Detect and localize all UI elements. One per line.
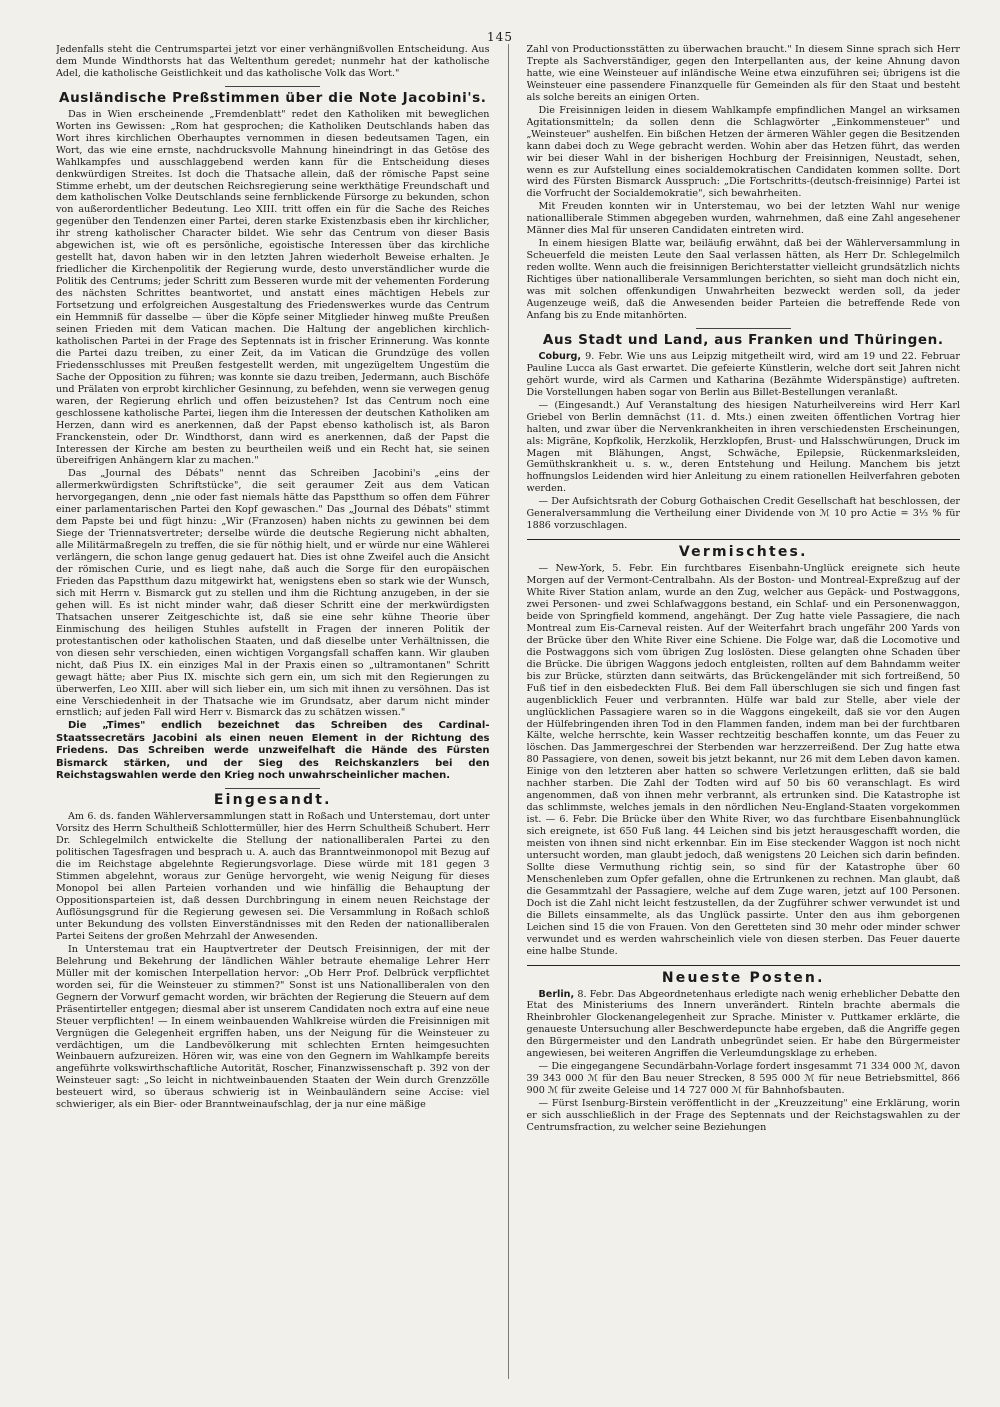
heading-vermischtes: Vermischtes. — [678, 544, 808, 561]
news-isenburg: — Fürst Isenburg-Birstein veröffentlicht in der „Kreuzzeitung" eine Erklärung, worin er sich ausschließlich in der Frage des Septennats und der Reichstagswahlen zu der Centrumsfraction, zu welcher seine Beziehungen — [526, 1098, 960, 1134]
continuation-paragraph-4: In einem hiesigen Blatte war, beiläufig erwähnt, daß bei der Wählerversammlung in Scheuerfeld die meisten Leute den Saal verlassen hätten, als Herr Dr. Schlegelmilch reden wollte. Wenn auch die freisinnigen Berichterstatter vielleicht grundsätzlich nichts Richtiges über nationalliberale Versammlungen berichten, so sieht man doch nicht ein, was mit solchen offenkundigen Unwahrheiten bezweckt werden soll, da jeder Augenzeuge weiß, daß die Anwesenden beider Parteien die betreffende Rede von Anfang bis zu Ende mitanhörten. — [526, 238, 960, 321]
dateline-coburg: Coburg, — [538, 350, 582, 362]
eingesandt-paragraph-2: In Unterstemau trat ein Hauptvertreter der Deutsch Freisinnigen, der mit der Belehrung und Bekehrung der ländlichen Wähler betraute ehemalige Lehrer Herr Müller mit der komischen Interpellation hervor: „Ob Herr Prof. Delbrück verpflichtet worden sei, für die Weinsteuer zu stimmen?" Sonst ist uns Nationalliberalen von den Gegnern der Vorwurf gemacht worden, wir brächten der Regierung die Steuern auf dem Präsentirteller entgegen; diesmal aber ist unserem Candidaten noch extra auf eine neue Steuer verpflichten! — In einem weinbauenden Wahlkreise würden die Freisinnigen mit Vergnügen die Gelegenheit ergriffen haben, uns der Neigung für die Weinsteuer zu verdächtigen, um die Landbevölkerung mit schlechten Ernten heimgesuchten Weinbauern aufzureizen. Hören wir, was eine von den Gegnern im Wahlkampfe bereits angeführte volkswirthschaftliche Autorität, Roscher, Finanzwissenschaft p. 392 von der Weinsteuer sagt: „So leicht in nichtweinbauenden Staaten der Wein durch Grenzzölle besteuert wird, so überaus schwierig ist in Weinbauländern seine Accise: viel schwieriger, als ein Bier- oder Branntweinaufschlag, der ja nur eine mäßige — [56, 943, 490, 1111]
press-paragraph-debats: Das „Journal des Débats" nennt das Schreiben Jacobini's „eins der allermerkwürdigsten Schriftstücke", die seit geraumer Zeit aus dem Vatican hervorgegangen, denn „nie oder fast niemals hätte das Papstthum so offen dem Führer einer parlamentarischen Partei den Kopf gewaschen." Das „Journal des Débats" stimmt dem Papste bei und fügt hinzu: „Wir (Franzosen) haben nichts zu gewinnen bei dem Siege der Triennatsvertreter; derselbe würde die deutsche Regierung nicht abhalten, alle Militärmaßregeln zu treffen, die sie für nöthig hielt, und er würde nur eine Wählerei verlängern, die schon lange genug gedauert hat. Dies ist ohne Zweifel auch die Ansicht der römischen Curie, und es liegt nahe, daß auch die Sorge für den europäischen Frieden das Papstthum dazu mitgewirkt hat, wenigstens eben so stark wie der Wunsch, sich mit Herrn v. Bismarck gut zu stellen und ihm die Richtung anzugeben, in der sie gehen will. Es ist nicht minder wahr, daß dieser Schritt eine der merkwürdigsten Thatsachen unserer Zeitgeschichte ist, daß sie eine sehr kühne Theorie über Einmischung des heiligen Stuhles aufstellt in Fragen der inneren Politik der protestantischen oder katholischen Staaten, und daß dieselbe unter Verhältnissen, die von diesen sehr verschieden, einen wichtigen Vorgangsfall schaffen kann. Wir glauben nicht, daß Pius IX. ein einziges Mal in der Praxis einen so „ultramontanen" Schritt gewagt hätte; aber Pius IX. mischte sich gern ein, um sich mit den Regierungen zu überwerfen, Leo XIII. aber will sich lieber ein, um sich mit ihnen zu versöhnen. Das ist eine Verschiedenheit in der Thatsache wie im Grundsatz, aber darum nicht minder ernstlich; auf jeden Fall wird Herr v. Bismarck das zu schätzen wissen." — [56, 468, 490, 719]
news-credit-gesellschaft: — Der Aufsichtsrath der Coburg Gothaischen Credit Gesellschaft hat beschlossen, der Generalversammlung die Vertheilung einer Dividende von ℳ 10 pro Actie = 3⅓ % für 1886 vorzuschlagen. — [526, 496, 960, 532]
heading-press-opinions: Ausländische Preßstimmen über die Note Jacobini's. — [59, 89, 487, 106]
news-coburg-text: 9. Febr. Wie uns aus Leipzig mitgetheilt wird, wird am 19 und 22. Februar Pauline Lucca als Gast erwartet. Die gefeierte Künstlerin, welche dort seit Jahren nicht gehört wurde, wird als Carmen und Katharina (Bezähmte Widerspänstige) auftreten. Die Vorstellungen haben sogar von Berlin aus Billet-Bestellungen veranlaßt. — [526, 350, 960, 398]
divider — [225, 86, 320, 87]
column-rule — [508, 44, 509, 1379]
divider — [696, 328, 791, 329]
news-newyork-accident: — New-York, 5. Febr. Ein furchtbares Eisenbahn-Unglück ereignete sich heute Morgen auf der Vermont-Centralbahn. Als der Boston- und Montreal-Expreßzug auf der White River Station anlam, wurde an den Zug, welcher aus Gepäck- und Postwaggons, zwei Personen- und zwei Schlafwaggons bestand, ein Schlaf- und ein Personenwaggon, beide von Springfield kommend, angehängt. Der Zug hatte viele Passagiere, die nach Montreal zum Eis-Carneval reisten. Auf der Weiterfahrt brach ungefähr 200 Yards von der Brücke über den White River eine Schiene. Die Folge war, daß die Locomotive und die Postwaggons sich vom übrigen Zug loslösten. Diese gelangten ohne Schaden über die Brücke. Die übrigen Waggons jedoch entgleisten, rollten auf dem Bahndamm weiter bis zur Brücke, stürzten dann seitwärts, das Brückengeländer mit sich fortreißend, 50 Fuß tief in den eisbedeckten Fluß. Bei dem Fall überschlugen sie sich und fingen fast augenblicklich Feuer und verbrannten. Hülfe war bald zur Stelle, aber viele der unglücklichen Passagiere waren so in die Waggons eingekeilt, daß sie vor den Augen der Hülfebringenden ihren Tod in den Flammen fanden, indem man bei der furchtbaren Kälte, welche herrschte, kein Wasser rechtzeitig beschaffen konnte, um das Feuer zu löschen. Das Jammergeschrei der Sterbenden war herzzerreißend. Der Zug hatte etwa 80 Passagiere, von denen, soweit bis jetzt bekannt, nur 26 mit dem Leben davon kamen. Einige von den letzteren aber hatten so schwere Verletzungen erlitten, daß sie bald nachher starben. Die Zahl der Todten wird auf 50 bis 60 veranschlagt. Es wird angenommen, daß von ihnen mehr verbrannt, als ertrunken sind. Die Katastrophe ist das schlimmste, welches jemals in den nördlichen Neu-England-Staaten vorgekommen ist. — 6. Febr. Die Brücke über den White River, wo das furchtbare Eisenbahnunglück sich ereignete, ist 650 Fuß lang. 44 Leichen sind bis jetzt herausgeschafft worden, die meisten von ihnen sind nicht erkennbar. Ein im Eise steckender Waggon ist noch nicht untersucht worden, man glaubt jedoch, daß wenigstens 20 Leichen sich darin befinden. Sollte diese Vermuthung richtig sein, so sind für der Katastrophe über 60 Menschenleben zum Opfer gefallen, ohne die Ertrunkenen zu rechnen. Man glaubt, daß die Gesammtzahl der Passagiere, welche auf dem Zuge waren, jetzt auf 100 Personen. Doch ist die Zahl nicht leicht festzustellen, da der Zugführer schwer verwundet ist und die Billets einsammelte, als das Unglück passirte. Unter den aus ihm geborgenen Leichen sind 15 die von Frauen. Von den Geretteten sind 30 mehr oder minder schwer verwundet und es werden wahrscheinlich viele von diesen sterben. Das Feuer dauerte eine halbe Stunde. — [526, 563, 960, 957]
eingesandt-paragraph-1: Am 6. ds. fanden Wählerversammlungen statt in Roßach und Unterstemau, dort unter Vorsitz des Herrn Schultheiß Schlottermüller, hier des Herrn Schultheiß Schubert. Herr Dr. Schlegelmilch entwickelte die Stellung der nationalliberalen Partei zu den politischen Tagesfragen und besprach u. A. auch das Branntweinmonopol mit Bezug auf die im Reichstage abgelehnte Regierungsvorlage. Diese würde mit 181 gegen 3 Stimmen abgelehnt, woraus zur Genüge hervorgeht, wie wenig Neigung für dieses Monopol bei allen Parteien vorhanden und wie hinfällig die Behauptung der Oppositionsparteien ist, daß dessen Durchbringung in einem neuen Reichstage der Auflösungsgrund für die Regierung gewesen sei. Die Versammlung in Roßach schloß unter Bekundung des vollsten Einverständnisses mit den Reden der nationalliberalen Partei Seitens der großen Mehrzahl der Anwesenden. — [56, 811, 490, 942]
news-naturheilverein: — (Eingesandt.) Auf Veranstaltung des hiesigen Naturheilvereins wird Herr Karl Griebel von Berlin demnächst (11. d. Mts.) einen zweiten öffentlichen Vortrag hier halten, und zwar über die Nervenkrankheiten in ihren verschiedensten Erscheinungen, als: Migräne, Kopfkolik, Herzkolik, Herzklopfen, Brust- und Halsschwürungen, Druck im Magen mit Blähungen, Angst, Schwäche, Epilepsie, Rückenmarksleiden, Gemüthskrankheit u. s. w., deren Entstehung und Heilung. Manchem bis jetzt hoffnungslos Leidenden wird hier Anleitung zu einem rationellen Heilverfahren geboten werden. — [526, 399, 960, 495]
heading-stadt-und-land: Aus Stadt und Land, aus Franken und Thüringen. — [542, 331, 944, 348]
continuation-paragraph-3: Mit Freuden konnten wir in Unterstemau, wo bei der letzten Wahl nur wenige nationalliberale Stimmen abgegeben wurden, wahrnehmen, daß eine Zahl angesehener Männer dies Mal für unseren Candidaten eintreten wird. — [526, 201, 960, 237]
heading-eingesandt: Eingesandt. — [213, 792, 332, 809]
intro-paragraph: Jedenfalls steht die Centrumspartei jetzt vor einer verhängnißvollen Entscheidung. Aus dem Munde Windthorsts hat das Weltenthum geredet; nunmehr hat der katholische Adel, die katholische Geistlichkeit und das katholische Volk das Wort." — [56, 44, 490, 79]
news-coburg — [527, 351, 961, 399]
heading-neueste-posten: Neueste Posten. — [661, 969, 825, 986]
news-berlin — [527, 989, 961, 1061]
divider — [225, 788, 320, 789]
column-container — [56, 44, 960, 1379]
news-secundaerbahn: — Die eingegangene Secundärbahn-Vorlage fordert insgesammt 71 334 000 ℳ, davon 39 343 000 ℳ für den Bau neuer Strecken, 8 595 000 ℳ für neue Betriebsmittel, 866 900 ℳ für zweite Geleise und 14 727 000 ℳ für Bahnhofsbauten. — [526, 1061, 960, 1097]
dateline-berlin: Berlin, — [538, 988, 575, 1000]
divider — [527, 965, 961, 966]
right-column — [527, 44, 961, 1379]
news-berlin-text: 8. Febr. Das Abgeordnetenhaus erledigte nach wenig erheblicher Debatte den Etat des Ministeriums des Innern unverändert. Rinteln brachte abermals die Rheinbrohler Glockenangelegenheit zur Sprache. Minister v. Puttkamer erklärte, die genaueste Untersuchung aller Beschwerdepuncte habe ergeben, daß die Angriffe gegen den Bürgermeister und den Landrath unbegründet seien. Er habe den Bürgermeister angewiesen, bei weiteren Angriffen die Verleumdungsklage zu erheben. — [526, 988, 960, 1060]
left-column — [56, 44, 490, 1379]
continuation-paragraph-2: Die Freisinnigen leiden in diesem Wahlkampfe empfindlichen Mangel an wirksamen Agitationsmitteln; da sollen denn die Schlagwörter „Einkommensteuer" und „Weinsteuer" aushelfen. Ein bißchen Hetzen der ärmeren Wähler gegen die Besitzenden kann dabei doch zu Wege gebracht werden. Wohin aber das Hetzen führt, das werden wir bei dieser Wahl in der bisherigen Hochburg der Freisinnigen, Neustadt, sehen, wenn es zur Aufstellung eines socialdemokratischen Candidaten kommen sollte. Dort wird des Fürsten Bismarck Ausspruch: „Die Fortschritts-(deutsch-freisinnige) Partei ist die Vorfrucht der Socialdemokratie", sich bewahrheiten. — [526, 104, 960, 200]
times-statement: Die „Times" endlich bezeichnet das Schreiben des Cardinal-Staatssecretärs Jacobini als einen neuen Element in der Richtung des Friedens. Das Schreiben werde unzweifelhaft die Hände des Fürsten Bismarck stärken, und der Sieg des Reichskanzlers bei den Reichstagswahlen werde den Krieg noch unwahrscheinlicher machen. — [56, 720, 490, 782]
page-number: 145 — [487, 30, 513, 44]
divider — [527, 539, 961, 540]
press-paragraph-fremdenblatt: Das in Wien erscheinende „Fremdenblatt" redet den Katholiken mit beweglichen Worten ins Gewissen: „Rom hat gesprochen; die Katholiken Deutschlands haben das Wort ihres kirchlichen Oberhauptes vernommen in diesen bedeutsamen Tagen, ein Wort, das wie eine ernste, nachdrucksvolle Mahnung hineindringt in das Getöse des Wahlkampfes und ausschlaggebend werden kann für die Entscheidung dieses denkwürdigen Streites. Ist doch die Thatsache allein, daß der römische Papst seine Stimme erhebt, um der deutschen Reichsregierung seine werkthätige Freundschaft und dem katholischen Volke Deutschlands seine fernblickende Fürsorge zu bekunden, schon von außerordentlicher Bedeutung. Leo XIII. tritt offen ein für die Sache des Reiches gegenüber den Tendenzen einer Partei, deren starke Existenzbasis eben ihr kirchlicher, ihr streng katholischer Character bildet. Wie sehr das Centrum von dieser Basis abgewichen ist, wie oft es persönliche, egoistische Interessen über das kirchliche gestellt hat, davon haben wir in den letzten Jahren wiederholt Beweise erhalten. Je friedlicher die Kirchenpolitik der Regierung wurde, desto unverständlicher wurde die Politik des Centrums; jeder Schritt zum Besseren wurde mit der vehementen Forderung des nächsten Schrittes beantwortet, und anstatt eines mächtigen Hebels zur Fortsetzung und erfolgreichen Ausgestaltung des Friedenswerkes wurde das Centrum ein Hemmniß für dasselbe — über die Köpfe seiner Mitglieder hinweg mußte Preußen seinen Frieden mit dem Vatican machen. Die Haltung der angeblichen kirchlich-katholischen Partei in der Frage des Septennats ist in frischer Erinnerung. Was konnte die Partei dazu treiben, zu einer Zeit, da im Vatican die Grundzüge des vollen Friedensschlusses mit Preußen festgestellt werden, mit ungezügeltem Ungestüm die Sache der Opposition zu führen; was konnte sie dazu treiben, Jedermann, auch Bischöfe und Prälaten von erprobt kirchlicher Gesinnung, zu befehden, wenn sie verwegen genug waren, der Regierung ehrlich und offen beizustehen? Ist das Centrum noch eine geschlossene katholische Partei, liegen ihm die Interessen der deutschen Katholiken am Herzen, dann wird es anerkennen, daß der Papst ebenso katholisch ist, als Baron Franckenstein, oder Dr. Windthorst, dann wird es anerkennen, daß der Papst die Interessen der Kirche am besten zu beurtheilen weiß und ein Recht hat, sie seinen übereifrigen Anhängern klar zu machen." — [56, 108, 490, 467]
continuation-paragraph-1: Zahl von Productionsstätten zu überwachen braucht." In diesem Sinne sprach sich Herr Trepte als Sachverständiger, gegen den Interpellanten aus, der keine Ahnung davon hatte, wie eine Weinsteuer auf inländische Weine etwa einzuführen sei; übrigens ist die Weinsteuer eine passendere Finanzquelle für Gemeinden als für den Staat und besteht als solche bereits an einigen Orten. — [526, 44, 960, 103]
